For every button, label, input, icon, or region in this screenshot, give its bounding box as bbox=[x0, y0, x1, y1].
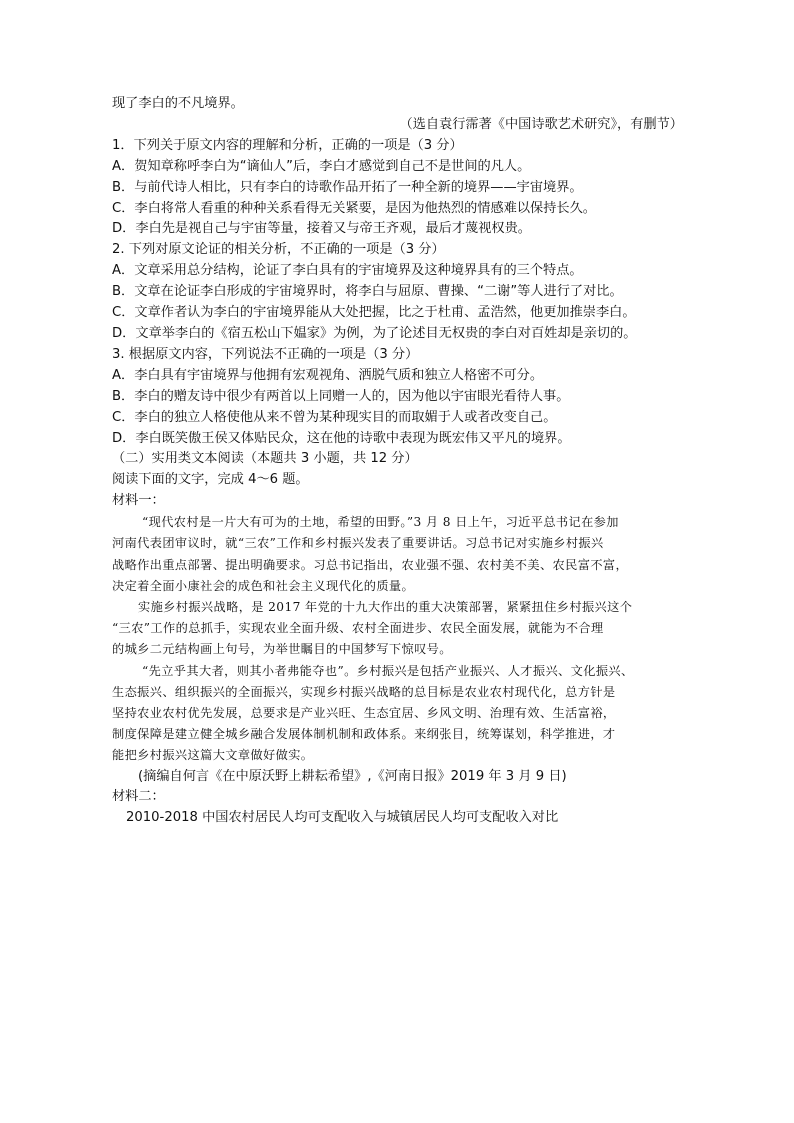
material-1-line: 制度保障是建立健全城乡融合发展体制机制和政体系。来纲张目，统筹谋划，科学推进，才 bbox=[112, 727, 616, 742]
material-1-line: 河南代表团审议时，就“三农”工作和乡村振兴发表了重要讲话。习总书记对实施乡村振兴 bbox=[112, 536, 604, 551]
material-2-label: 材料二： bbox=[112, 789, 165, 805]
material-1-line: “先立乎其大者，则其小者弗能夺也”。乡村振兴是包括产业振兴、人才振兴、文化振兴、 bbox=[142, 663, 634, 678]
page-content bbox=[112, 94, 687, 829]
material-1-line: 生态振兴、组织振兴的全面振兴，实现乡村振兴战略的总目标是农业农村现代化，总方针是 bbox=[112, 684, 616, 699]
question-2-option-b: B．文章在论证李白形成的宇宙境界时，将李白与屈原、曹操、“二谢”等人进行了对比。 bbox=[112, 284, 623, 300]
material-1-line: 决定着全面小康社会的成色和社会主义现代化的质量。 bbox=[112, 578, 415, 593]
material-1-line: 能把乡村振兴这篇大文章做好做实。 bbox=[112, 748, 314, 763]
question-3-option-b: B．李白的赠友诗中很少有两首以上同赠一人的，因为他以宇宙眼光看待人事。 bbox=[112, 388, 570, 404]
material-1-body bbox=[112, 512, 687, 766]
section-2-instruction: 阅读下面的文字，完成 4～6 题。 bbox=[112, 472, 309, 488]
question-3-stem: 3. 根据原文内容，下列说法不正确的一项是（3 分） bbox=[112, 346, 419, 362]
material-1-line: “三农”工作的总抓手，实现农业全面升级、农村全面进步、农民全面发展，就能为不合理 bbox=[112, 621, 604, 636]
question-2-option-d: D．文章举李白的《宿五松山下媪家》为例，为了论述目无权贵的李白对百姓却是亲切的。 bbox=[112, 325, 637, 341]
section-2 bbox=[112, 449, 687, 829]
question-1-option-d: D．李白先是视自己与宇宙等量，接着又与帝王齐观，最后才蔑视权贵。 bbox=[112, 221, 531, 237]
question-3-option-c: C．李白的独立人格使他从来不曾为某种现实目的而取媚于人或者改变自己。 bbox=[112, 409, 557, 425]
material-1-line: 的城乡二元结构画上句号，为举世瞩目的中国梦写下惊叹号。 bbox=[112, 642, 452, 657]
question-1-option-b: B．与前代诗人相比，只有李白的诗歌作品开拓了一种全新的境界——宇宙境界。 bbox=[112, 179, 583, 195]
material-1-line: 坚持农业农村优先发展，总要求是产业兴旺、生态宜居、乡风文明、治理有效、生活富裕， bbox=[112, 705, 616, 720]
question-1 bbox=[112, 136, 687, 241]
material-1-line: “现代农村是一片大有可为的土地，希望的田野。”3 月 8 日上午，习近平总书记在参加 bbox=[142, 515, 619, 530]
question-1-option-c: C．李白将常人看重的种种关系看得无关紧要，是因为他热烈的情感难以保持长久。 bbox=[112, 200, 596, 216]
question-1-stem: 1．下列关于原文内容的理解和分析，正确的一项是（3 分） bbox=[112, 137, 463, 153]
question-3-option-a: A．李白具有宇宙境界与他拥有宏观视角、洒脱气质和独立人格密不可分。 bbox=[112, 367, 544, 383]
section-2-heading: （二）实用类文本阅读（本题共 3 小题，共 12 分） bbox=[112, 451, 418, 467]
continuation-line: 现了李白的不凡境界。 bbox=[112, 96, 244, 111]
question-3 bbox=[112, 345, 687, 450]
question-2 bbox=[112, 240, 687, 345]
question-1-option-a: A．贺知章称呼李白为“谪仙人”后，李白才感觉到自己不是世间的凡人。 bbox=[112, 158, 531, 174]
material-1-citation: (摘编自何言《在中原沃野上耕耘希望》,《河南日报》2019 年 3 月 9 日) bbox=[138, 768, 567, 784]
chart-title: 2010-2018 中国农村居民人均可支配收入与城镇居民人均可支配收入对比 bbox=[126, 810, 559, 826]
material-1-line: 战略作出重点部署、提出明确要求。习总书记指出，农业强不强、农村美不美、农民富不富， bbox=[112, 557, 629, 572]
question-2-option-a: A．文章采用总分结构，论证了李白具有的宇宙境界及这种境界具有的三个特点。 bbox=[112, 263, 583, 279]
material-1-line: 实施乡村振兴战略，是 2017 年党的十九大作出的重大决策部署，紧紧扭住乡村振兴这个 bbox=[138, 599, 633, 614]
material-1-label: 材料一： bbox=[112, 493, 165, 509]
source-citation: （选自袁行霈著《中国诗歌艺术研究》，有删节） bbox=[399, 116, 683, 132]
question-2-stem: 2. 下列对原文论证的相关分析，不正确的一项是（3 分） bbox=[112, 242, 445, 258]
question-2-option-c: C．文章作者认为李白的宇宙境界能从大处把握，比之于杜甫、孟浩然，他更加推崇李白。 bbox=[112, 305, 636, 321]
question-3-option-d: D．李白既笑傲王侯又体贴民众，这在他的诗歌中表现为既宏伟又平凡的境界。 bbox=[112, 430, 571, 446]
